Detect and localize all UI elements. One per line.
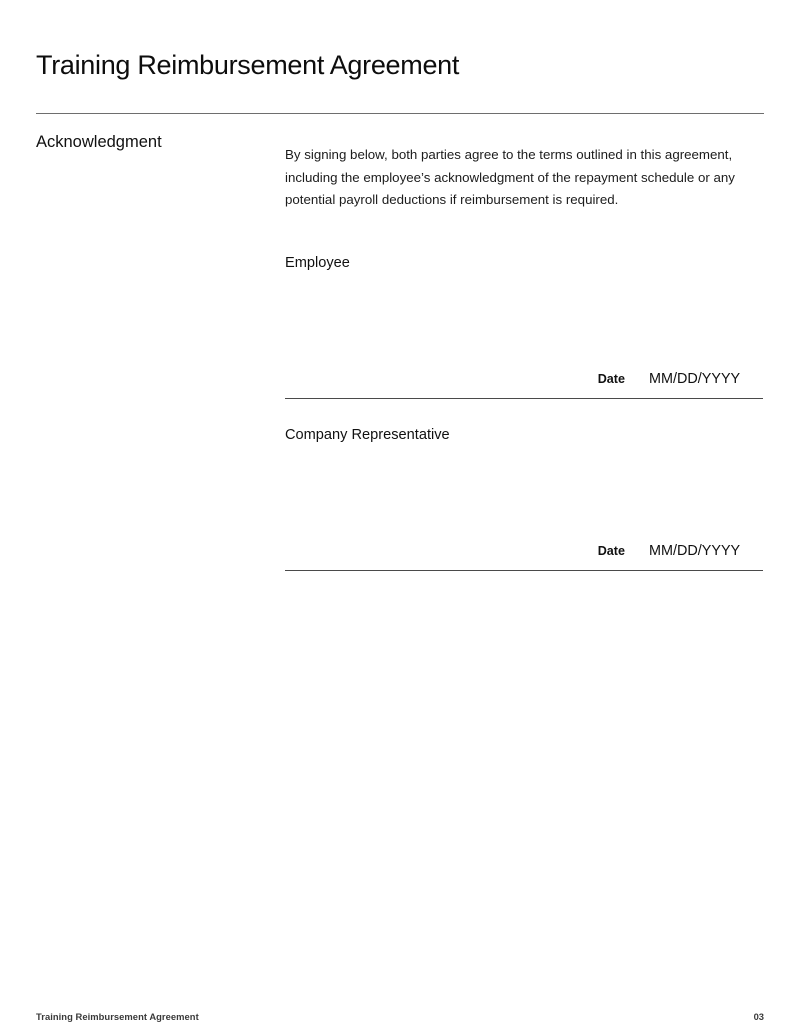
signature-date-row <box>285 542 763 560</box>
signature-line <box>285 398 763 399</box>
section-divider <box>36 113 764 114</box>
signature-line <box>285 570 763 571</box>
signature-block-employee <box>285 253 763 399</box>
date-label: Date <box>597 544 625 558</box>
footer-page-number: 03 <box>753 1011 764 1022</box>
signature-role-label: Employee <box>285 255 350 271</box>
date-value[interactable]: MM/DD/YYYY <box>649 371 741 387</box>
signature-block-company-representative <box>285 425 763 571</box>
signature-role-label: Company Representative <box>285 427 450 443</box>
date-value[interactable]: MM/DD/YYYY <box>649 543 741 559</box>
date-label: Date <box>597 372 625 386</box>
signature-date-row <box>285 370 763 388</box>
acknowledgment-paragraph: By signing below, both parties agree to the terms outlined in this agreement, including the employee’s acknowledgment of the repayment schedule or any potential payroll deductions if reimbursement is required. <box>285 147 735 207</box>
section-heading-acknowledgment: Acknowledgment <box>36 133 162 151</box>
signature-field-company-representative[interactable] <box>285 445 763 571</box>
page-title: Training Reimbursement Agreement <box>36 50 460 81</box>
signature-field-employee[interactable] <box>285 273 763 399</box>
footer-document-title: Training Reimbursement Agreement <box>36 1011 199 1022</box>
